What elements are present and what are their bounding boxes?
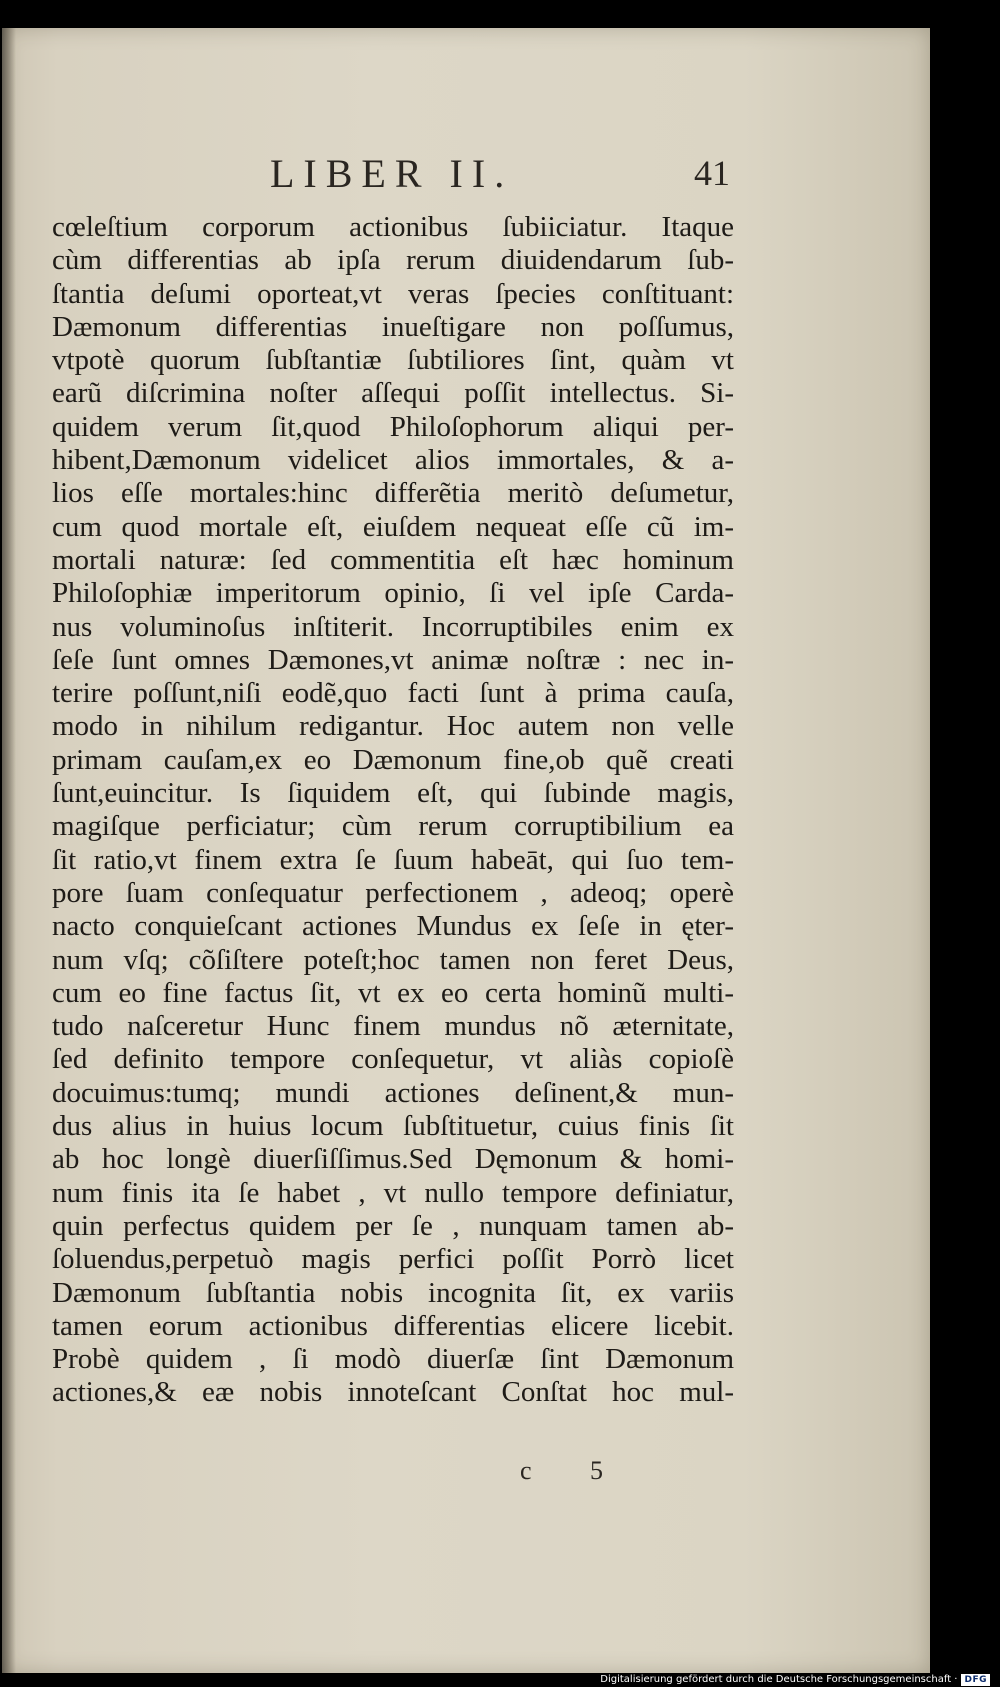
digitization-footer [600,1672,990,1687]
text-line: Probè quidem , ſi modò diuerſæ ſint Dæmonum [52,1343,734,1376]
text-line: modo in nihilum redigantur. Hoc autem non velle [52,710,734,743]
book-page [2,28,930,1673]
footer-credit: Digitalisierung gefördert durch die Deutsche Forschungsgemeinschaft · [600,1674,958,1685]
text-line: cùm differentias ab ipſa rerum diuidendarum ſub- [52,244,734,277]
text-line: hibent,Dæmonum videlicet alios immortales, & a- [52,444,734,477]
text-line: Dæmonum ſubſtantia nobis incognita ſit, ex variis [52,1276,734,1309]
text-line: docuimus:tumq; mundi actiones deſinent,& mun- [52,1076,734,1109]
text-line: ab hoc longè diuerſiſſimus.Sed Dęmonum & homi- [52,1143,734,1176]
text-line: ſit ratio,vt finem extra ſe ſuum habeāt, qui ſuo tem- [52,843,734,876]
text-line: ſoluendus,perpetuò magis perfici poſſit Porrò licet [52,1243,734,1276]
text-line: quidem verum ſit,quod Philoſophorum aliqui per- [52,410,734,443]
running-head [2,150,930,200]
text-line: cum eo fine factus ſit, vt ex eo certa hominũ multi- [52,976,734,1009]
text-line: ſtantia deſumi oporteat,vt veras ſpecies conſtituant: [52,277,734,310]
text-line: mortali naturæ: ſed commentitia eſt hæc hominum [52,543,734,576]
text-line: cœleſtium corporum actionibus ſubiiciatur. Itaque [52,211,734,243]
text-line: terire poſſunt,niſi eodẽ,quo facti ſunt à prima cauſa, [52,677,734,710]
text-line: earũ diſcrimina noſter aſſequi poſſit intellectus. Si- [52,377,734,410]
text-line: actiones,& eæ nobis innoteſcant Conſtat hoc mul- [52,1376,734,1409]
text-line: Dæmonum differentias inueſtigare non poſſumus, [52,310,734,343]
text-line: nus voluminoſus inſtiterit. Incorruptibiles enim ex [52,610,734,643]
text-line: Philoſophiæ imperitorum opinio, ſi vel ipſe Carda- [52,577,734,610]
text-line: vtpotè quorum ſubſtantiæ ſubtiliores ſint, quàm vt [52,344,734,377]
text-line: dus alius in huius locum ſubſtituetur, cuius finis ſit [52,1110,734,1143]
folio-number: 41 [694,153,730,193]
text-line: pore ſuam conſequatur perfectionem , adeoq; operè [52,876,734,909]
text-line: ſunt,euincitur. Is ſiquidem eſt, qui ſubinde magis, [52,777,734,810]
text-line: num vſq; cõſiſtere poteſt;hoc tamen non feret Deus, [52,943,734,976]
text-line: tudo naſceretur Hunc finem mundus nõ æternitate, [52,1010,734,1043]
text-line: nacto conquieſcant actiones Mundus ex ſeſe in ęter- [52,910,734,943]
text-line: tamen eorum actionibus differentias elicere licebit. [52,1309,734,1342]
running-title: LIBER II. [270,151,514,196]
page-gutter-shadow [2,28,16,1673]
text-line: primam cauſam,ex eo Dæmonum fine,ob quẽ creati [52,743,734,776]
text-line: cum quod mortale eſt, eiuſdem nequeat eſſe cũ im- [52,510,734,543]
text-line: magiſque perficiatur; cùm rerum corruptibilium ea [52,810,734,843]
text-line: ſed definito tempore conſequetur, vt aliàs copioſè [52,1043,734,1076]
text-line: quin perfectus quidem per ſe , nunquam tamen ab- [52,1209,734,1242]
text-line: ſeſe ſunt omnes Dæmones,vt animæ noſtræ : nec in- [52,643,734,676]
text-line: lios eſſe mortales:hinc differẽtia meritò deſumetur, [52,477,734,510]
signature-mark: c 5 [520,1456,630,1485]
dfg-logo-icon: DFG [961,1674,990,1686]
text-line: num finis ita ſe habet , vt nullo tempore definiatur, [52,1176,734,1209]
body-text [52,211,734,1410]
